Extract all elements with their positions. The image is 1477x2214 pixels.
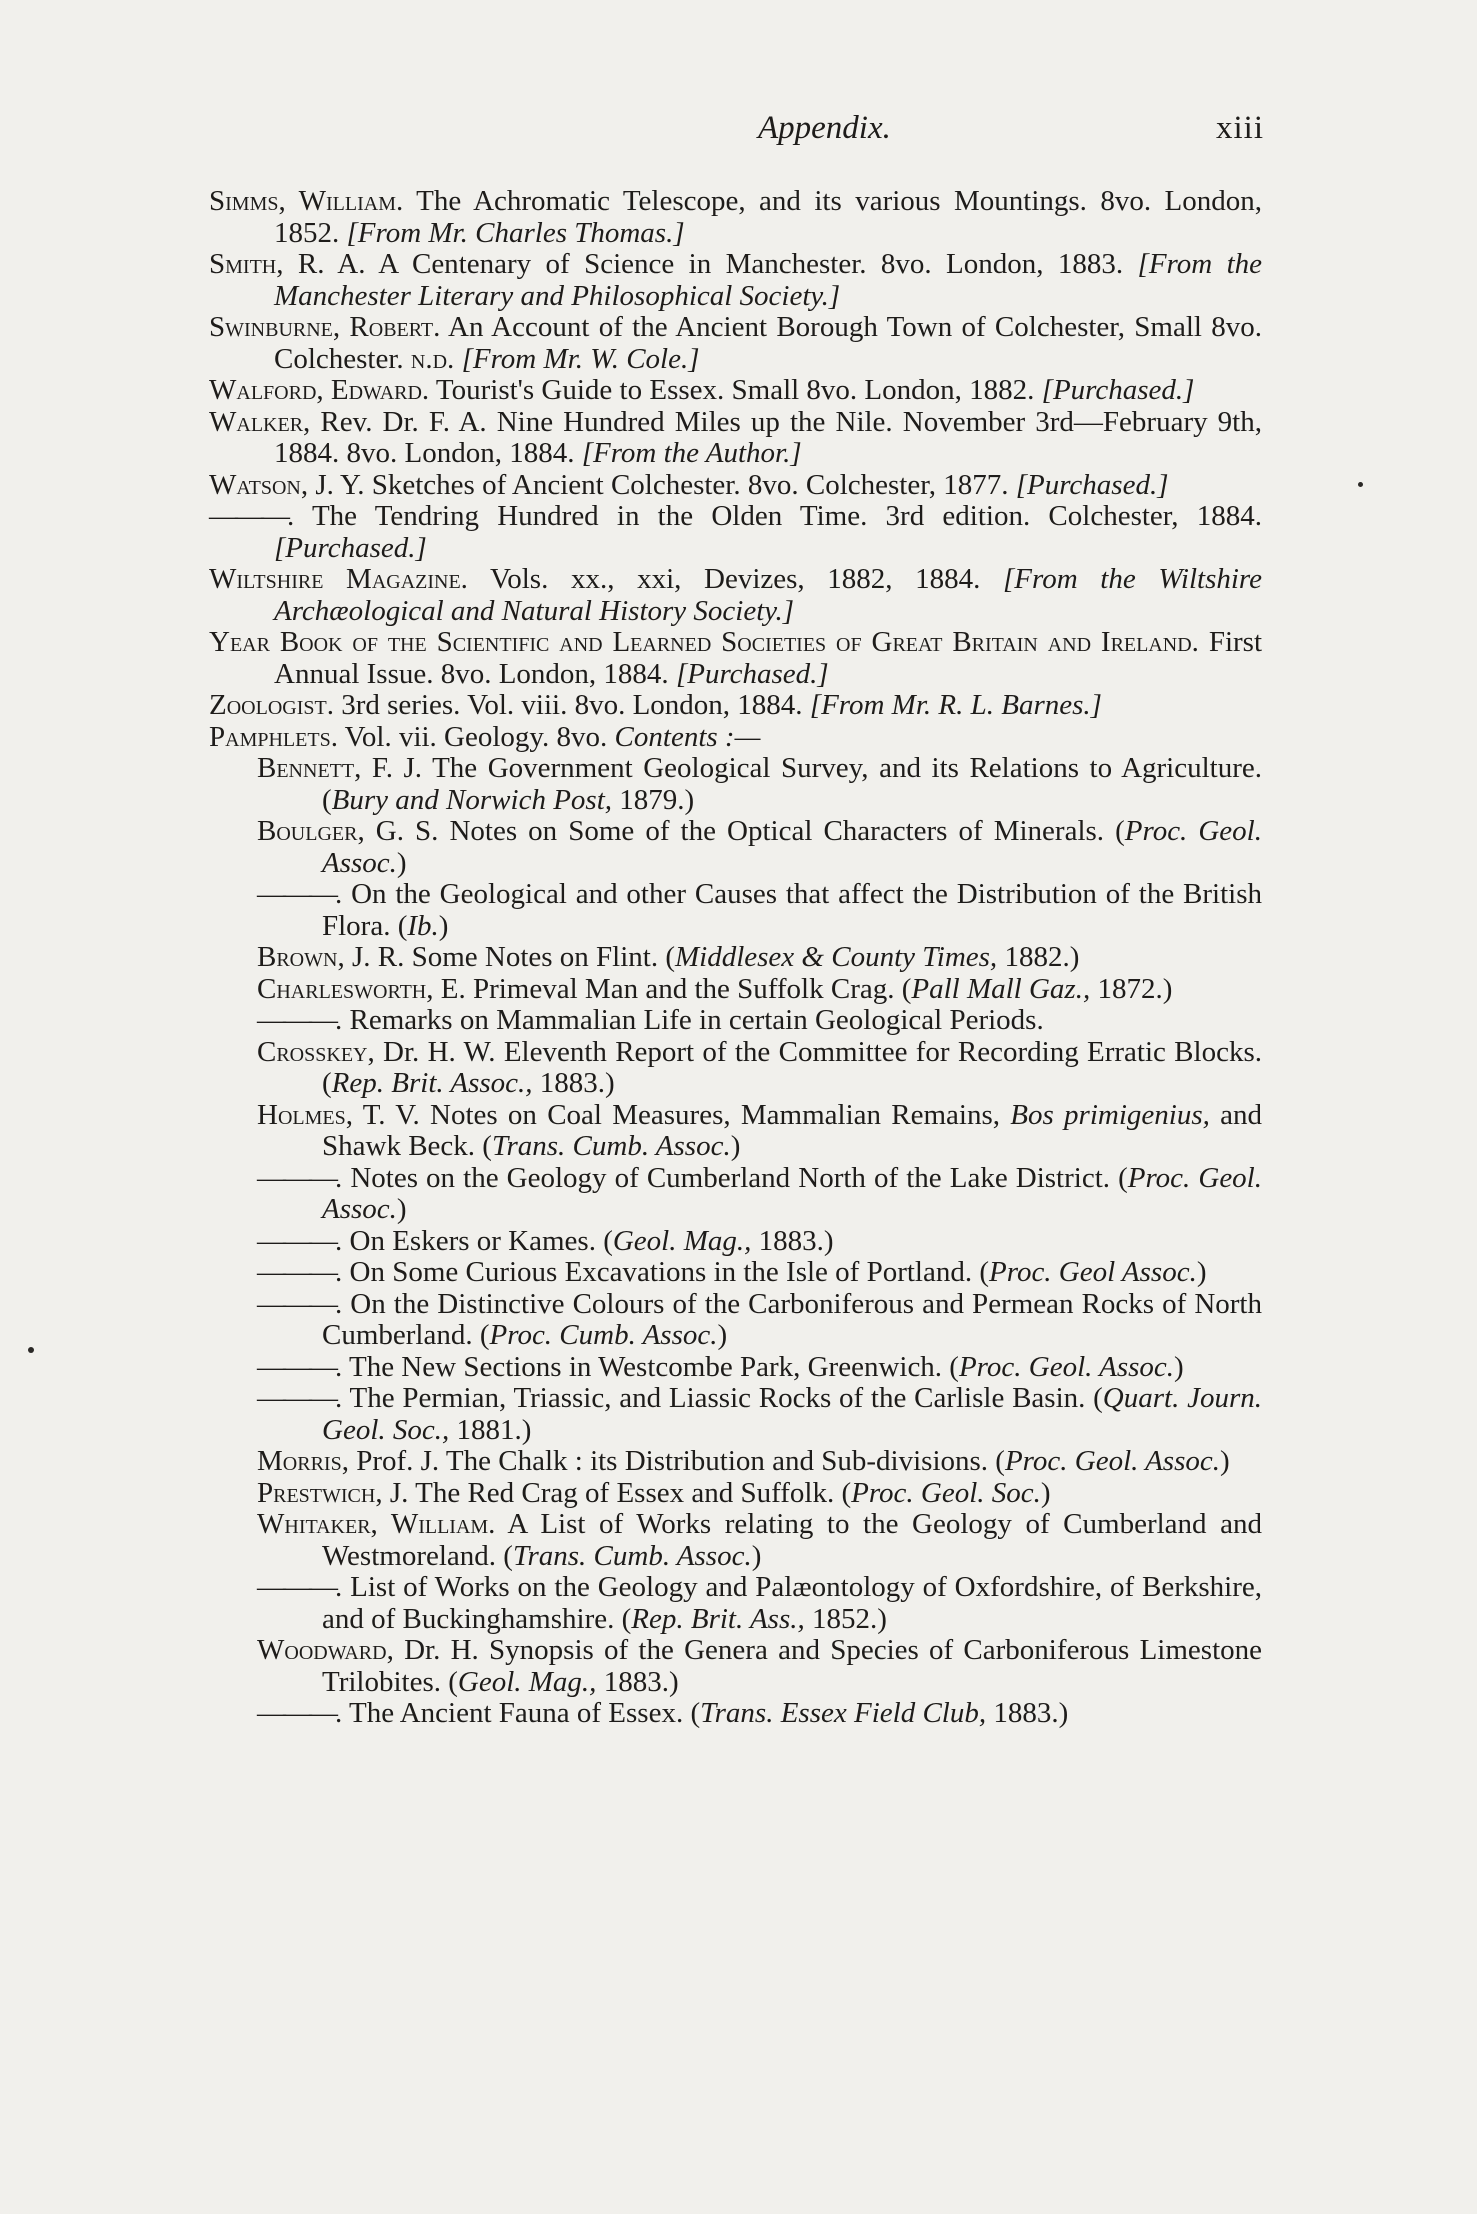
entry-text: . On the Distinctive Colours of the Carboniferous and Permean Rocks of North Cumberland. ( [322,1287,1262,1351]
entry-citation: [From the Manchester Literary and Philosophical Society.] [274,248,1263,312]
entry-author: Walford, Edward. [209,374,430,406]
entry-text: 1881.) [449,1413,532,1446]
entry-text: The Achromatic Telescope, and its various Mountings. 8vo. London, 1852. [274,185,1263,249]
entry-author: Whitaker, William. [257,1508,496,1540]
entry-author: Morris, [257,1445,349,1477]
entry-citation: Bury and Norwich Post, [331,783,613,816]
entry-citation: [From Mr. W. Cole.] [461,342,700,375]
running-head: Appendix. [758,110,891,146]
entry-text: ) [396,846,407,879]
entry-author: Smith, R. A. [209,248,366,280]
entry-citation: Geol. Mag., [457,1665,597,1698]
entry-author: n.d. [410,342,455,375]
entry-author: Zoologist. [209,689,334,721]
pamphlet-entry [0,1100,1477,1163]
catalogue-entry [0,375,1477,407]
entry-author: Charlesworth, E. [257,972,466,1005]
entry-text: ) [1174,1350,1184,1383]
ditto-dash: ——— [257,1287,335,1320]
entry-citation: Proc. Geol. Assoc. [322,815,1262,879]
entry-citation: Pall Mall Gaz., [911,972,1091,1005]
entry-citation: Ib. [407,909,439,942]
pamphlet-entry [0,1005,1477,1037]
entry-text: . The Ancient Fauna of Essex. ( [335,1697,701,1729]
entry-text: ) [751,1539,762,1572]
entry-author: Woodward, [257,1634,394,1666]
entry-author: Brown, J. R. [257,941,405,973]
entry-citation: Proc. Geol Assoc. [989,1256,1197,1288]
ditto-dash: ——— [257,1224,335,1257]
pamphlet-entry [0,1509,1477,1572]
entry-citation: Proc. Geol. Soc. [851,1476,1041,1509]
entry-text: 1883.) [986,1697,1069,1729]
entry-text: 3rd series. Vol. viii. 8vo. London, 1884. [333,689,810,721]
paper-speck [1358,482,1363,487]
entry-citation: Proc. Cumb. Assoc. [489,1319,718,1351]
catalogue-entry [0,564,1477,627]
entry-author: Boulger, G. S. [257,815,439,847]
entry-text: An Account of the Ancient Borough Town of Colchester, Small 8vo. Colchester. [274,311,1263,375]
ditto-dash: ——— [257,1382,335,1414]
entry-text: . List of Works on the Geology and Palæontology of Oxfordshire, of Berkshire, and of Buckinghamshire. ( [322,1571,1262,1635]
entry-text: Primeval Man and the Suffolk Crag. ( [465,972,912,1005]
entry-author: Swinburne, Robert. [209,311,441,343]
ditto-dash: ——— [257,1697,335,1729]
entry-text: . On Some Curious Excavations in the Isle of Portland. ( [335,1256,990,1288]
pamphlet-entry [0,1037,1477,1100]
entry-text: 1872.) [1090,972,1173,1005]
pamphlet-entry [0,1383,1477,1446]
pamphlet-entry [0,1226,1477,1258]
pamphlet-entry [0,1257,1477,1289]
entry-text: The Government Geological Survey, and its Relations to Agriculture. ( [322,752,1262,816]
ditto-dash: ——— [257,1571,335,1603]
entry-text: Some Notes on Flint. ( [404,941,675,973]
entry-text: 1883.) [751,1224,834,1257]
entry-text: A List of Works relating to the Geology of Cumberland and Westmoreland. ( [322,1508,1262,1572]
entry-text: 1883.) [596,1665,679,1698]
pamphlet-entry [0,1698,1477,1730]
entry-citation: [Purchased.] [274,531,427,564]
pamphlet-entry [0,879,1477,942]
entry-text: . Notes on the Geology of Cumberland North of the Lake District. ( [335,1161,1128,1194]
ditto-dash: ——— [257,878,335,910]
entry-citation: Rep. Brit. Assoc., [331,1067,533,1099]
page-number: xiii [1215,110,1264,146]
pamphlet-entry [0,974,1477,1006]
entry-text: 1882.) [997,941,1080,973]
bibliography-list [0,186,1477,1730]
entry-text: . The Permian, Triassic, and Liassic Rocks of the Carlisle Basin. ( [335,1382,1103,1414]
entry-text: and Shawk Beck. ( [322,1098,1262,1162]
entry-author: Holmes, T. V. [257,1098,420,1131]
catalogue-entry [0,407,1477,470]
page-header [758,110,1264,158]
entry-text: Vols. xx., xxi, Devizes, 1882, 1884. [467,563,1004,595]
entry-citation: [From Mr. Charles Thomas.] [346,216,685,249]
entry-text: The Red Crag of Essex and Suffolk. ( [408,1476,852,1509]
entry-citation: [Purchased.] [675,657,829,690]
entry-text [454,343,461,375]
entry-text: . The New Sections in Westcombe Park, Greenwich. ( [335,1350,959,1383]
pamphlet-entry [0,1289,1477,1352]
entry-text: Prof. J. The Chalk : its Distribution and Sub-divisions. ( [348,1445,1005,1477]
entry-citation: Proc. Geol. Assoc. [322,1161,1262,1225]
entry-author: Watson, J. Y. [209,468,365,501]
entry-text: Dr. H. W. Eleventh Report of the Committee for Recording Erratic Blocks. ( [322,1035,1262,1099]
catalogue-entry [0,312,1477,375]
entry-citation: Contents :— [614,720,761,753]
entry-citation: [From Mr. R. L. Barnes.] [809,689,1102,721]
entry-citation: [Purchased.] [1015,468,1169,501]
entry-author: Year Book of the Scientific and Learned Societies of Great Britain and Ireland. [209,626,1199,658]
pamphlet-entry [0,942,1477,974]
entry-text: A Centenary of Science in Manchester. 8vo. London, 1883. [365,248,1138,280]
entry-author: Prestwich, J. [257,1476,409,1509]
entry-citation: Middlesex & County Times, [675,941,998,973]
entry-author: Bennett, F. J. [257,752,423,784]
entry-text: Dr. H. Synopsis of the Genera and Species of Carboniferous Limestone Trilobites. ( [322,1634,1262,1698]
entry-text: ) [717,1319,728,1351]
ditto-dash: ——— [257,1161,335,1194]
entry-text: First Annual Issue. 8vo. London, 1884. [274,626,1263,690]
ditto-dash: ——— [209,500,287,532]
catalogue-entry [0,470,1477,502]
ditto-dash: ——— [257,1350,335,1383]
entry-citation: [Purchased.] [1041,374,1195,406]
entry-citation: Trans. Cumb. Assoc. [491,1130,731,1162]
entry-author: Crosskey, [257,1035,375,1068]
pamphlet-entry [0,1572,1477,1635]
entry-text: Vol. vii. Geology. 8vo. [337,720,615,753]
pamphlet-entry [0,1163,1477,1226]
entry-citation: Geol. Mag., [612,1224,752,1257]
entry-text: . Remarks on Mammalian Life in certain Geological Periods. [335,1004,1044,1036]
catalogue-entry [0,627,1477,690]
entry-citation: Bos primigenius, [1010,1098,1210,1131]
entry-text: . On Eskers or Kames. ( [335,1224,613,1257]
entry-text: ) [1040,1476,1051,1509]
entry-citation: Rep. Brit. Ass., [631,1602,805,1635]
catalogue-entry [0,186,1477,249]
ditto-dash: ——— [257,1256,335,1288]
entry-citation: Proc. Geol. Assoc. [958,1350,1175,1383]
entry-text: ) [1220,1445,1230,1477]
paper-speck [28,1347,34,1353]
entry-author: Pamphlets. [209,720,338,753]
entry-text: . On the Geological and other Causes that affect the Distribution of the British Flora. ( [322,878,1262,942]
pamphlet-entry [0,1352,1477,1384]
pamphlet-entry [0,1478,1477,1510]
entry-text: Sketches of Ancient Colchester. 8vo. Colchester, 1877. [364,468,1016,501]
entry-text: . The Tendring Hundred in the Olden Time. 3rd edition. Colchester, 1884. [287,500,1262,532]
entry-text: Rev. Dr. F. A. Nine Hundred Miles up the Nile. November 3rd—February 9th, 1884. 8vo. London, 1884. [274,405,1262,469]
entry-text: 1852.) [804,1602,887,1635]
catalogue-entry [0,722,1477,754]
pamphlet-entry [0,1446,1477,1478]
entry-text: 1883.) [532,1067,615,1099]
entry-text: ) [1196,1256,1207,1288]
entry-text: 1879.) [612,783,695,816]
pamphlet-entry [0,1635,1477,1698]
entry-citation: Quart. Journ. Geol. Soc., [322,1382,1262,1446]
pamphlet-entry [0,753,1477,816]
entry-citation: Trans. Cumb. Assoc. [512,1539,752,1572]
entry-citation: [From the Wiltshire Archæological and Natural History Society.] [274,563,1262,627]
entry-author: Walker, [209,405,311,438]
catalogue-entry [0,501,1477,564]
entry-citation: Proc. Geol. Assoc. [1004,1445,1221,1477]
entry-text: Tourist's Guide to Essex. Small 8vo. London, 1882. [429,374,1042,406]
entry-citation: [From the Author.] [581,437,802,469]
entry-text: ) [730,1130,741,1162]
entry-author: Wiltshire Magazine. [209,563,468,595]
entry-text: Notes on Some of the Optical Characters of Minerals. ( [438,815,1125,847]
ditto-dash: ——— [257,1004,335,1036]
entry-author: Simms, William. [209,185,404,217]
catalogue-entry [0,249,1477,312]
entry-text: ) [396,1193,407,1225]
entry-text: Notes on Coal Measures, Mammalian Remains, [419,1098,1011,1131]
pamphlet-entry [0,816,1477,879]
entry-citation: Trans. Essex Field Club, [700,1697,987,1729]
entry-text: ) [438,909,449,942]
catalogue-entry [0,690,1477,722]
